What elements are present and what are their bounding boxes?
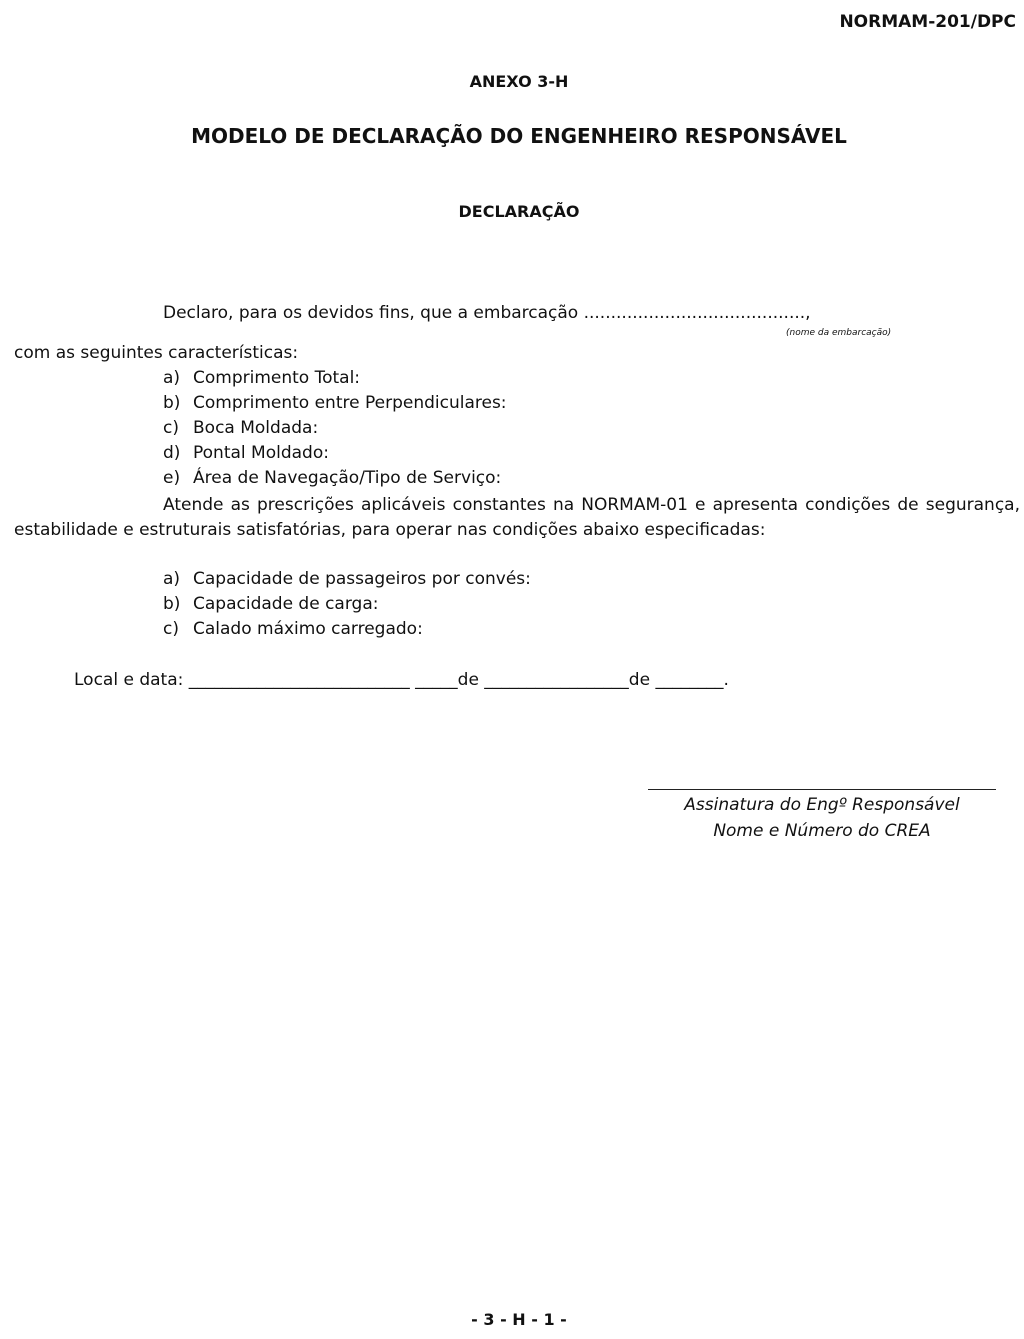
characteristics-lead: com as seguintes características: [14, 343, 299, 363]
signature-label: Assinatura do Engº Responsável [684, 795, 960, 815]
page-title: MODELO DE DECLARAÇÃO DO ENGENHEIRO RESPONSÁVEL [191, 124, 847, 148]
characteristic-item [163, 468, 501, 488]
item-marker: b) [163, 393, 181, 413]
item-marker: c) [163, 418, 179, 438]
condition-item [163, 569, 531, 589]
condition-item [163, 619, 423, 639]
signature-name-label: Nome e Número do CREA [713, 821, 931, 841]
item-text: Boca Moldada: [193, 418, 319, 438]
item-marker: d) [163, 443, 181, 463]
item-text: Pontal Moldado: [193, 443, 329, 463]
page-number: - 3 - H - 1 - [471, 1310, 567, 1329]
local-date-field: Local e data: __________________________ _____de _________________de ________. [74, 670, 729, 690]
annex-label: ANEXO 3-H [469, 72, 569, 91]
compliance-paragraph: Atende as prescrições aplicáveis constantes na NORMAM-01 e apresenta condições de segurança, estabilidade e estruturais satisfatórias, para operar nas condições abaixo especificadas: [14, 495, 1020, 540]
vessel-name-note: (nome da embarcação) [786, 328, 892, 338]
characteristic-item [163, 368, 360, 388]
item-text: Comprimento Total: [193, 368, 361, 388]
item-text: Capacidade de passageiros por convés: [193, 569, 531, 589]
item-text: Área de Navegação/Tipo de Serviço: [193, 468, 502, 488]
condition-item [163, 594, 378, 614]
characteristic-item [163, 418, 318, 438]
item-text: Comprimento entre Perpendiculares: [193, 393, 507, 413]
declaration-heading: DECLARAÇÃO [458, 202, 580, 221]
item-text: Capacidade de carga: [193, 594, 379, 614]
item-marker: b) [163, 594, 181, 614]
item-marker: c) [163, 619, 179, 639]
item-text: Calado máximo carregado: [193, 619, 423, 639]
declaration-intro: Declaro, para os devidos fins, que a embarcação ........................................., [163, 303, 811, 323]
signature-line [648, 789, 996, 790]
characteristic-item [163, 393, 507, 413]
item-marker: e) [163, 468, 181, 488]
characteristic-item [163, 443, 329, 463]
item-marker: a) [163, 569, 181, 589]
item-marker: a) [163, 368, 181, 388]
document-code: NORMAM-201/DPC [839, 12, 1016, 32]
